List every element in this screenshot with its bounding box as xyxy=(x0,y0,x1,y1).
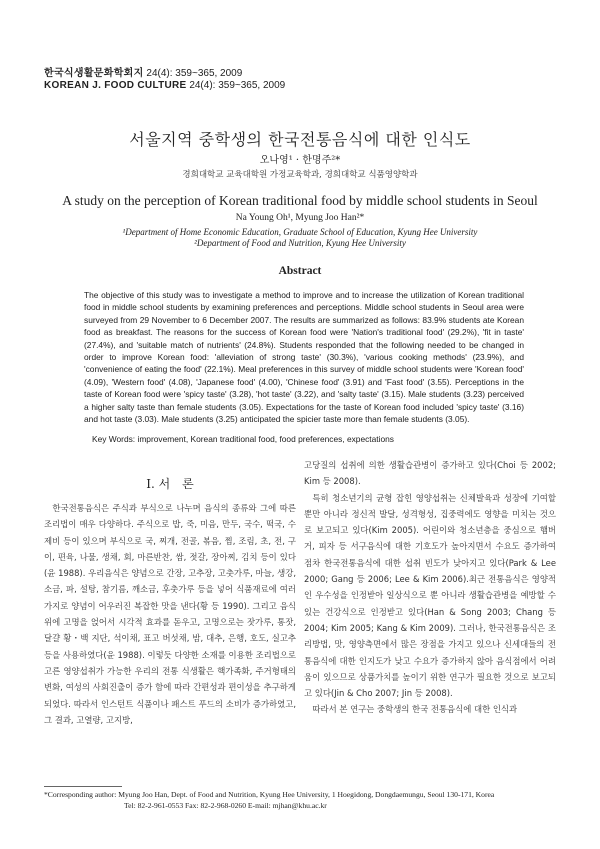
paragraph: 특히 청소년기의 균형 잡힌 영양섭취는 신체발육과 성장에 기여할 뿐만 아니라 정신적 발달, 성격형성, 집중력에도 영향을 미치는 것으로 보고되고 있다(Kim 2005). 어린이와 청소년층을 중심으로 햄버거, 피자 등 서구음식에 대한 기호도가 높아지면서 수요도 증가하여 점차 한국전통음식에 대한 섭취 빈도가 낮아지고 있다(Park & Lee 2000; Gang 등 2006; Lee & Kim 2006).최근 전통음식은 영양적인 우수성을 인정받아 일상식으로 뿐 아니라 생활습관병을 예방할 수 있는 건강식으로 인정받고 있다(Han & Song 2003; Chang 등 2004; Kim 2005; Kang & Kim 2009). 그러나, 한국전통음식은 조리방법, 맛, 영양측면에서 많은 장점을 가지고 있으나 신세대들의 전통음식에 대한 인지도가 낮고 수요가 증가하지 않아 음식점에서 어려움이 있으므로 상품가치를 높이기 위한 연구가 필요한 것으로 보고되고 있다(Jin & Cho 2007; Jin 등 2008). xyxy=(304,492,556,699)
journal-en-issue: 24(4): 359~365, 2009 xyxy=(189,80,286,91)
paragraph: 한국전통음식은 주식과 부식으로 나누며 음식의 종류와 그에 따른 조리법이 매우 다양하다. 주식으로 밥, 죽, 미음, 만두, 국수, 떡국, 수제비 등이 있으며 부식으로 국, 찌개, 전골, 볶음, 찜, 조림, 초, 전, 구이, 편육, 나물, 생채, 회, 마른반찬, 쌈, 젓갈, 장아찌, 김치 등이 있다(윤 1988). 우리음식은 양념으로 간장, 고추장, 고춧가루, 마늘, 생강, 소금, 파, 설탕, 참기름, 깨소금, 후춧가루 등을 넣어 식품재료에 여러 가지로 양념이 어우러진 복잡한 맛을 낸다(황 등 1990). 그리고 음식 위에 고명을 얹어서 시각적 효과를 돋우고, 고명으로는 잣가루, 통잣, 달걀 황・백 지단, 석이채, 표고 버섯채, 밤, 대추, 은행, 호도, 실고추 등을 사용하였다(윤 1988). 이렇듯 다양한 소재를 이용한 조리법으로 고른 영양섭취가 가능한 우리의 전통 식생활은 핵가족화, 주거형태의 변화, 여성의 사회진출이 증가 함에 따라 간편성과 편이성을 추구하게 되었다. 따라서 인스턴트 식품이나 패스트 푸드의 소비가 증가하였고, 그 결과, 고열량, 고지방, xyxy=(44,503,296,725)
abstract-text: The objective of this study was to investigate a method to improve and to increase the utilization of Korean traditional food in middle school students by examining preferences and perceptions. Middle school students in Seoul area were surveyed from 29 November to 6 December 2007. The results are summarized as follows: 83.9% students ate Korean food as breakfast. The reasons for the success of Korean food were 'Nation's traditional food' (29.2%), 'fit in taste' (27.4%), and 'suitable match of nutrients' (24.8%). Students responded that the following needed to be changed in order to improve Korean food: 'alleviation of strong taste' (30.3%), 'various cooking methods' (23.9%), and 'convenience of eating the food' (22.1%). Meal preferences in this survey of middle school students were 'Korean food' (4.09), 'Western food' (4.08), 'Japanese food' (4.00), 'Chinese food' (3.91) and 'Fast food' (3.55). Perceptions in the taste of Korean food were 'spicy taste' (3.28), 'hot taste' (3.22), and 'salty taste' (3.15). Male students (3.23) perceived a higher salty taste than female students (3.05). Expectations for the taste of Korean food included 'spicy taste' (3.16) and hot taste (3.03). Male students (3.25) anticipated the spicier taste more than female students (3.05). xyxy=(84,290,524,425)
journal-kr-name: 한국식생활문화학회지 xyxy=(44,68,144,79)
abstract-heading: Abstract xyxy=(278,265,322,277)
keywords: Key Words: improvement, Korean traditional food, food preferences, expectations xyxy=(92,434,394,444)
footnote-contact: Tel: 82-2-961-0553 Fax: 82-2-968-0260 E-mail: mjhan@khu.ac.kr xyxy=(124,800,327,810)
english-affiliation xyxy=(0,227,600,249)
journal-header xyxy=(44,68,285,92)
english-authors: Na Young Oh¹, Myung Joo Han²* xyxy=(235,213,365,223)
footnote-author: *Corresponding author: Myung Joo Han, Dept. of Food and Nutrition, Kyung Hee University, 1 Hoegidong, Dongdaemungu, Seoul 130-171, Korea xyxy=(44,790,495,799)
paragraph: 따라서 본 연구는 중학생의 한국 전통음식에 대한 인식과 xyxy=(312,704,518,715)
affiliation-1: ¹Department of Home Economic Education, Graduate School of Education, Kyung Hee University xyxy=(122,227,478,237)
korean-authors: 오나영¹ · 한명주²* xyxy=(259,155,341,166)
korean-title: 서울지역 중학생의 한국전통음식에 대한 인식도 xyxy=(129,130,471,149)
section-heading-introduction: I. 서 론 xyxy=(146,477,194,491)
journal-kr-issue: 24(4): 359~365, 2009 xyxy=(146,68,243,79)
english-title: A study on the perception of Korean traditional food by middle school students in Seoul xyxy=(62,193,538,208)
left-column xyxy=(44,500,296,728)
journal-kr-line xyxy=(44,68,285,80)
affiliation-2: ²Department of Food and Nutrition, Kyung Hee University xyxy=(194,238,406,248)
korean-affiliation: 경희대학교 교육대학원 가정교육학과, 경희대학교 식품영양학과 xyxy=(182,170,418,180)
footnote-divider xyxy=(44,786,122,787)
right-column xyxy=(304,457,556,718)
footnote xyxy=(44,790,556,811)
journal-en-name: KOREAN J. FOOD CULTURE xyxy=(44,80,187,91)
paragraph: 고당질의 섭취에 의한 생활습관병이 증가하고 있다(Choi 등 2002; Kim 등 2008). xyxy=(304,460,556,487)
journal-en-line xyxy=(44,80,285,92)
